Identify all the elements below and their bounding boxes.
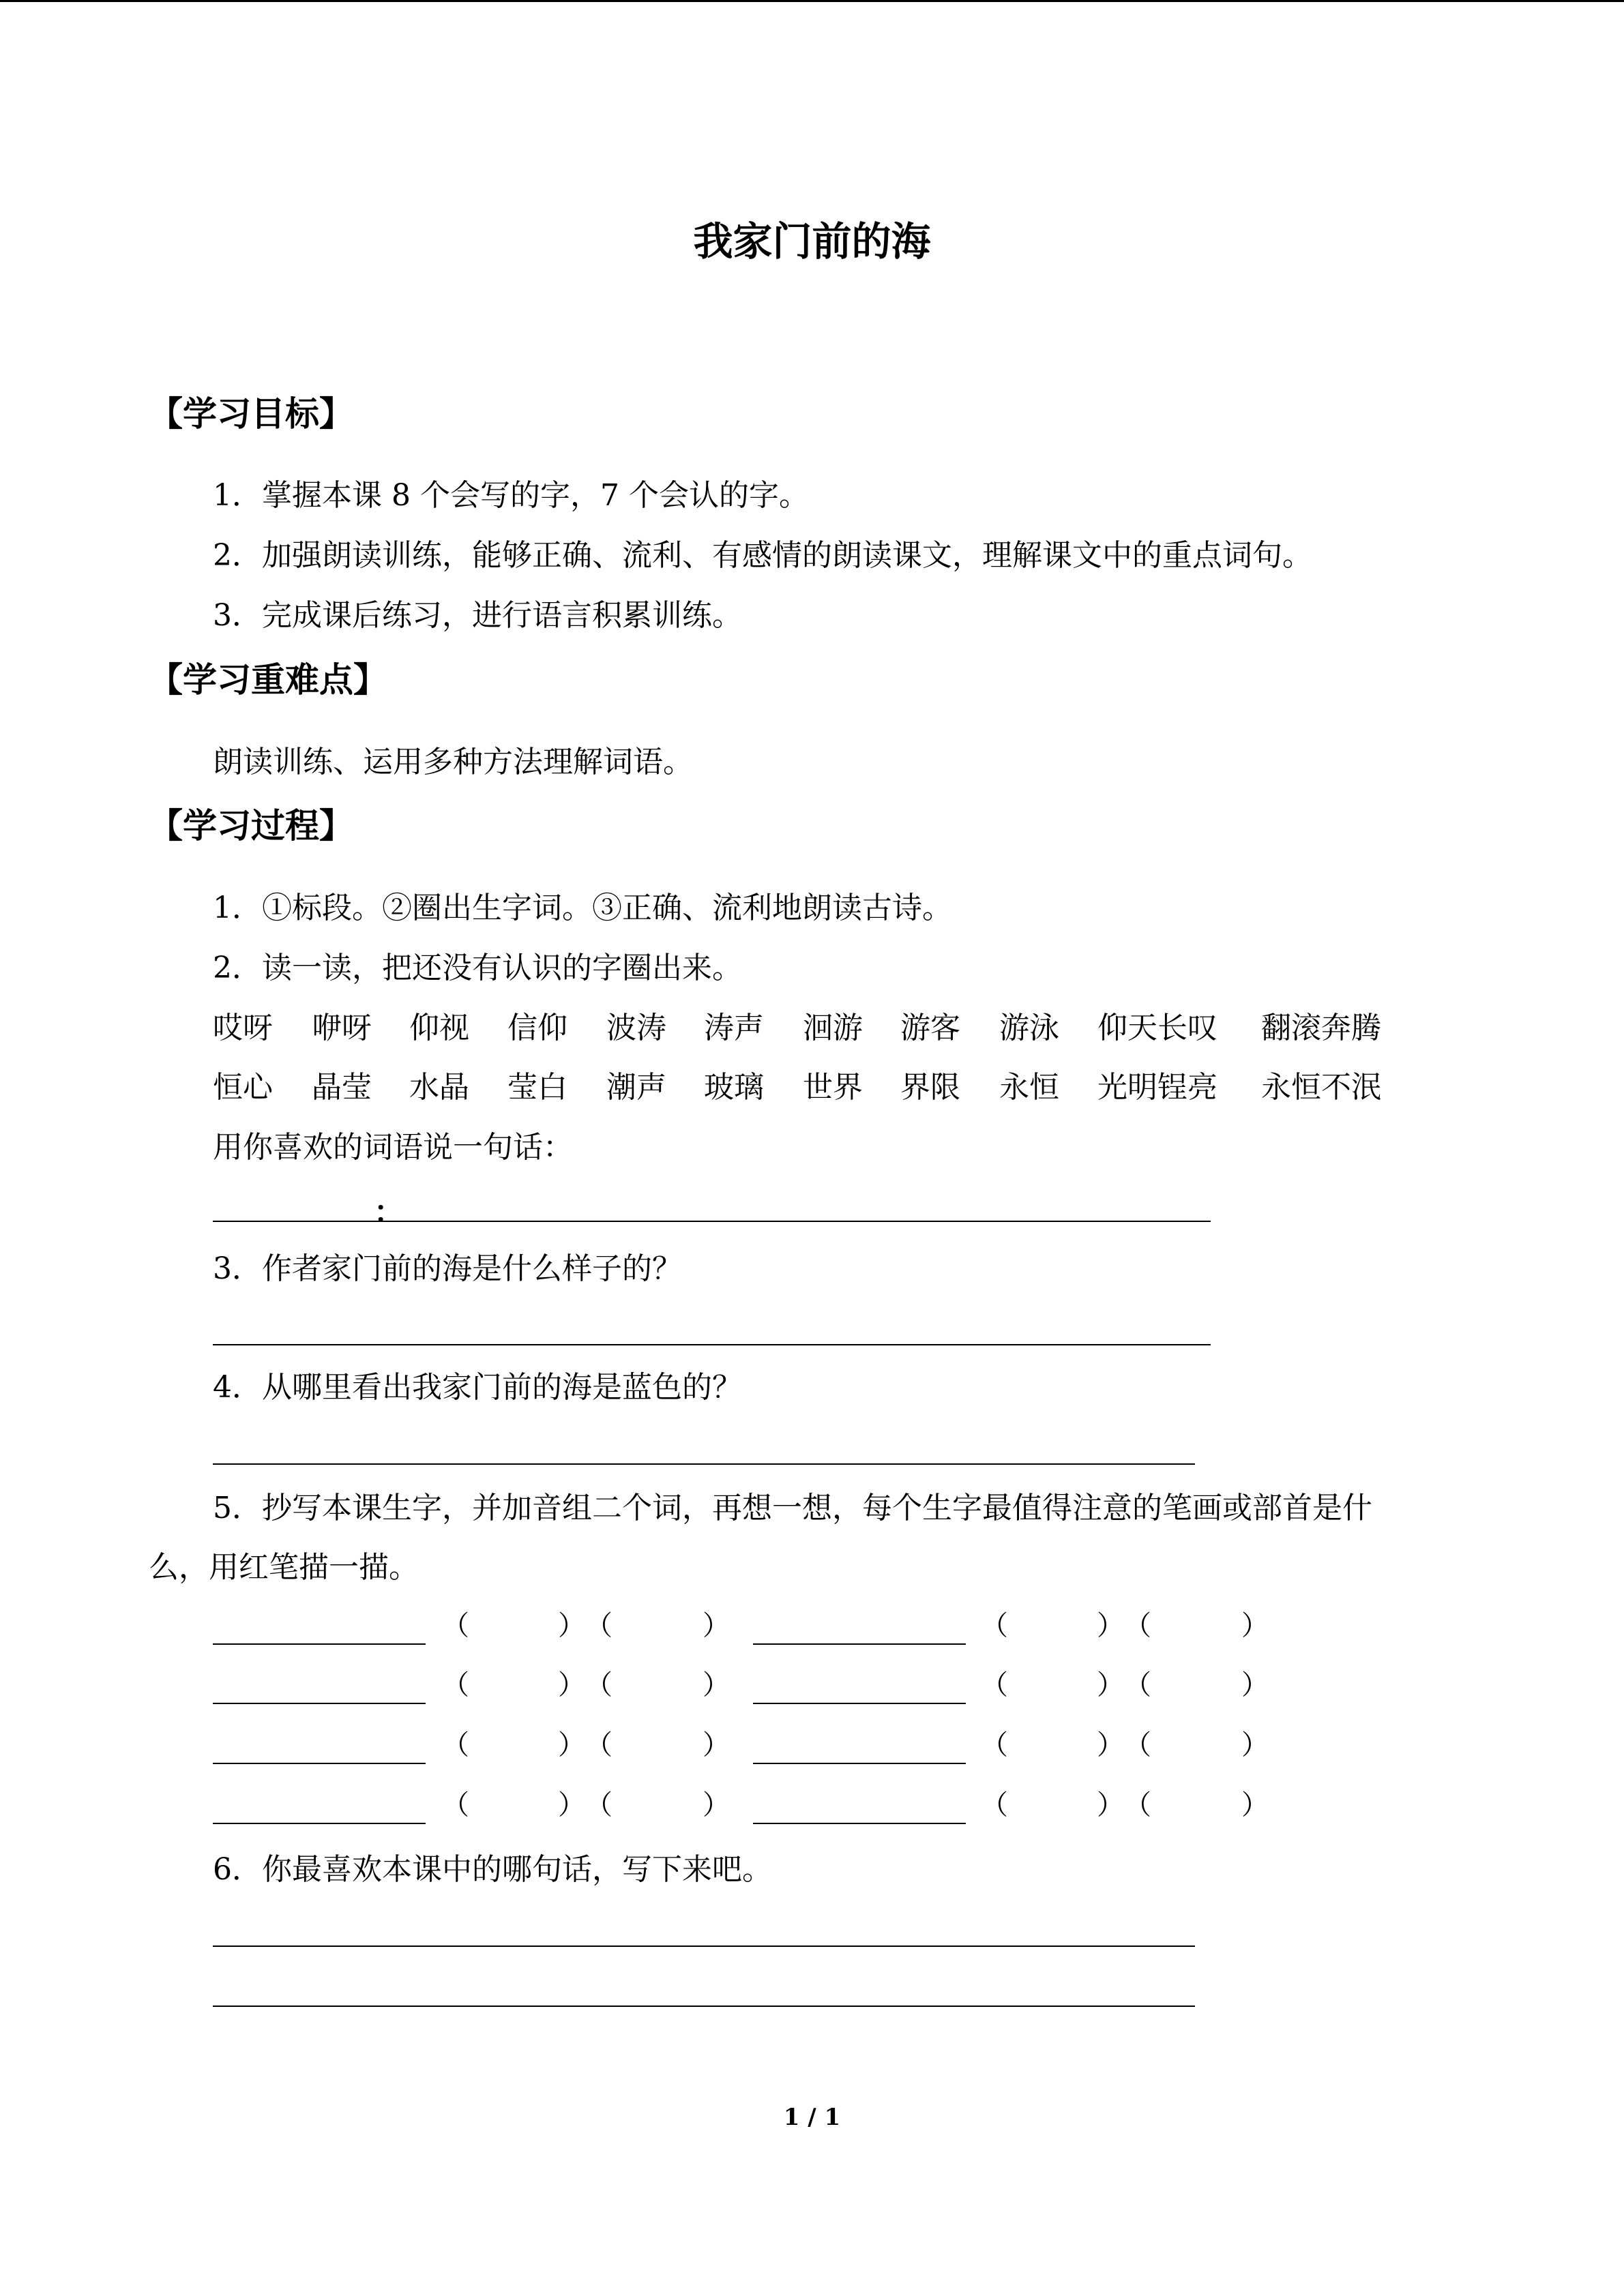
- sentence-prompt: 用你喜欢的词语说一句话：: [213, 1130, 573, 1165]
- paren-open: （: [981, 1789, 1008, 1821]
- question-1: 1．①标段。②圈出生字词。③正确、流利地朗读古诗。: [213, 891, 952, 925]
- practice-blank[interactable]: [753, 1763, 966, 1764]
- word-item: 涛声: [704, 1011, 764, 1045]
- word-item: 游客: [900, 1011, 960, 1045]
- practice-blank[interactable]: [753, 1823, 966, 1824]
- word-item: 翻滚奔腾: [1261, 1011, 1381, 1045]
- word-item: 游泳: [999, 1011, 1059, 1045]
- practice-blank[interactable]: [213, 1823, 426, 1824]
- paren-close: ）: [703, 1610, 730, 1641]
- word-item: 哎呀: [213, 1011, 273, 1045]
- paren-open: （: [981, 1610, 1008, 1641]
- word-item: 潮声: [606, 1070, 666, 1105]
- page-top-border: [0, 0, 1624, 2]
- practice-blank[interactable]: [213, 1703, 426, 1704]
- word-item: 洄游: [803, 1011, 863, 1045]
- paren-open: （: [442, 1669, 469, 1701]
- paren-open: （: [1124, 1669, 1151, 1701]
- section-heading-process: 【学习过程】: [149, 805, 353, 846]
- word-item: 咿呀: [312, 1011, 372, 1045]
- word-item: 光明锃亮: [1097, 1070, 1217, 1105]
- paren-close: ）: [558, 1610, 585, 1641]
- paren-open: （: [585, 1669, 612, 1701]
- answer-line-q3[interactable]: [213, 1344, 1211, 1345]
- paren-close: ）: [1097, 1610, 1124, 1641]
- question-2: 2．读一读，把还没有认识的字圈出来。: [213, 951, 742, 985]
- page-number: 1 / 1: [783, 2104, 841, 2131]
- paren-close: ）: [703, 1669, 730, 1701]
- paren-open: （: [442, 1610, 469, 1641]
- section-heading-goals: 【学习目标】: [149, 393, 353, 434]
- question-4: 4．从哪里看出我家门前的海是蓝色的？: [213, 1370, 742, 1405]
- paren-open: （: [981, 1669, 1008, 1701]
- answer-line-sentence[interactable]: [213, 1221, 1211, 1222]
- paren-open: （: [585, 1729, 612, 1761]
- paren-close: ）: [703, 1789, 730, 1821]
- word-item: 永恒: [999, 1070, 1059, 1105]
- paren-close: ）: [1241, 1729, 1269, 1761]
- answer-line-q6-2[interactable]: [213, 2006, 1195, 2007]
- goal-item-3: 3．完成课后练习，进行语言积累训练。: [213, 598, 742, 633]
- word-item: 水晶: [409, 1070, 469, 1105]
- question-5-line-2: 么，用红笔描一描。: [149, 1550, 419, 1585]
- answer-line-q4[interactable]: [213, 1463, 1195, 1465]
- paren-close: ）: [1241, 1610, 1269, 1641]
- word-item: 恒心: [213, 1070, 273, 1105]
- word-item: 玻璃: [704, 1070, 764, 1105]
- section-heading-difficulties: 【学习重难点】: [149, 659, 387, 700]
- page-title: 我家门前的海: [693, 218, 931, 265]
- practice-blank[interactable]: [213, 1643, 426, 1645]
- paren-open: （: [442, 1729, 469, 1761]
- word-item: 晶莹: [312, 1070, 372, 1105]
- paren-close: ）: [703, 1729, 730, 1761]
- paren-close: ）: [558, 1789, 585, 1821]
- word-item: 永恒不泯: [1261, 1070, 1381, 1105]
- paren-open: （: [1124, 1789, 1151, 1821]
- difficulties-text: 朗读训练、运用多种方法理解词语。: [213, 745, 693, 779]
- paren-close: ）: [1097, 1789, 1124, 1821]
- word-item: 信仰: [507, 1011, 567, 1045]
- paren-close: ）: [1097, 1729, 1124, 1761]
- paren-open: （: [442, 1789, 469, 1821]
- paren-open: （: [1124, 1610, 1151, 1641]
- practice-blank[interactable]: [753, 1643, 966, 1645]
- practice-blank[interactable]: [753, 1703, 966, 1704]
- word-item: 莹白: [507, 1070, 567, 1105]
- paren-close: ）: [558, 1669, 585, 1701]
- paren-open: （: [585, 1610, 612, 1641]
- question-3: 3．作者家门前的海是什么样子的？: [213, 1251, 682, 1286]
- word-item: 界限: [900, 1070, 960, 1105]
- word-item: 仰天长叹: [1097, 1011, 1217, 1045]
- paren-open: （: [1124, 1729, 1151, 1761]
- word-list-row-1: [213, 1007, 1441, 1050]
- paren-open: （: [981, 1729, 1008, 1761]
- word-item: 世界: [803, 1070, 863, 1105]
- paren-close: ）: [1241, 1669, 1269, 1701]
- answer-colon: ：: [374, 1195, 404, 1229]
- paren-close: ）: [1241, 1789, 1269, 1821]
- answer-line-q6-1[interactable]: [213, 1945, 1195, 1947]
- question-6: 6．你最喜欢本课中的哪句话，写下来吧。: [213, 1852, 772, 1887]
- word-item: 仰视: [409, 1011, 469, 1045]
- word-list-row-2: [213, 1066, 1441, 1109]
- paren-open: （: [585, 1789, 612, 1821]
- word-item: 波涛: [606, 1011, 666, 1045]
- paren-close: ）: [558, 1729, 585, 1761]
- goal-item-2: 2．加强朗读训练，能够正确、流利、有感情的朗读课文，理解课文中的重点词句。: [213, 538, 1312, 573]
- goal-item-1: 1．掌握本课 8 个会写的字，7 个会认的字。: [213, 478, 809, 513]
- paren-close: ）: [1097, 1669, 1124, 1701]
- practice-blank[interactable]: [213, 1763, 426, 1764]
- question-5-line-1: 5．抄写本课生字，并加音组二个词，再想一想，每个生字最值得注意的笔画或部首是什: [213, 1491, 1372, 1525]
